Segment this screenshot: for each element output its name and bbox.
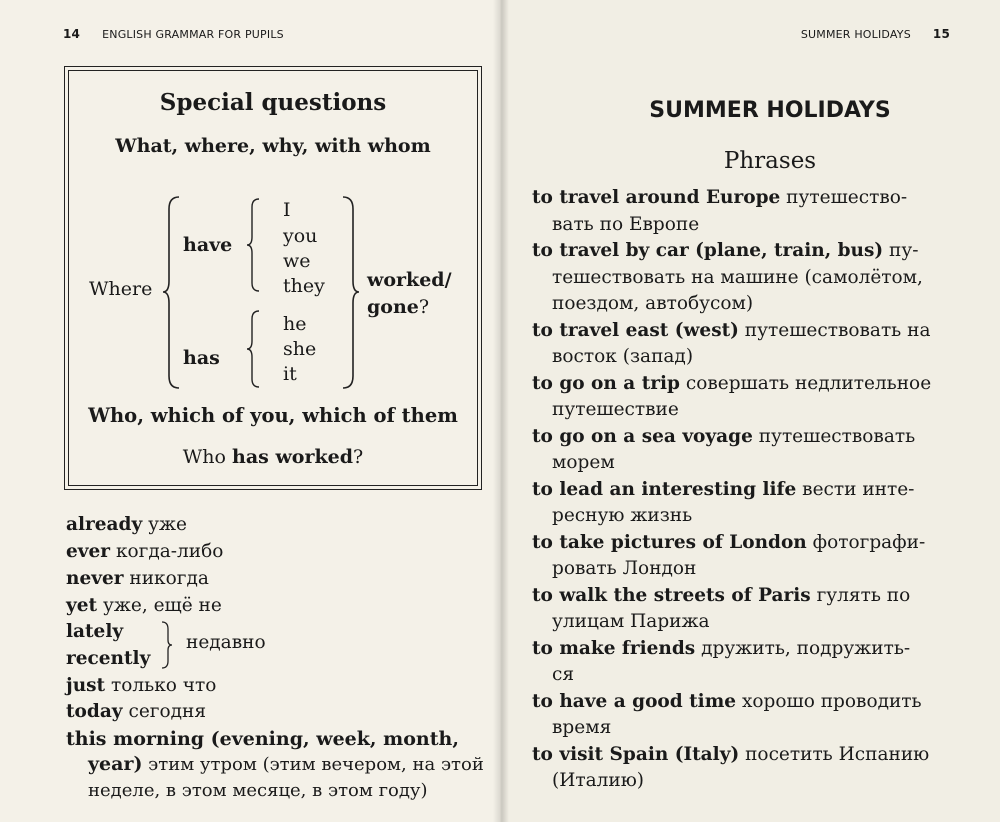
word-this-morning-cont: year) этим утром (этим вечером, на этой (88, 753, 484, 775)
pronoun-i: I (283, 199, 291, 221)
phrase-russian: совершать недлительное (679, 372, 932, 394)
phrase-continuation: ресную жизнь (552, 505, 693, 526)
phrase-russian: гулять по (810, 584, 911, 606)
phrase-continuation: вать по Европе (552, 213, 700, 235)
phrase-item (532, 240, 919, 261)
phrase-russian: дружить, подружить- (695, 637, 911, 659)
pronoun-she: she (283, 338, 317, 360)
special-questions-box (64, 66, 482, 490)
left-page-number: 14 (63, 27, 81, 41)
phrase-continuation: восток (запад) (552, 346, 694, 367)
section-subtitle: Phrases (723, 148, 817, 174)
example-bold: has worked (232, 446, 354, 468)
example-post: ? (353, 446, 364, 468)
phrase-item (532, 744, 929, 765)
phrase-item (532, 532, 925, 553)
phrase-item (532, 691, 922, 712)
has-brace (245, 309, 261, 389)
phrase-russian: фотографи- (806, 531, 926, 553)
left-running-title: ENGLISH GRAMMAR FOR PUPILS (102, 28, 284, 41)
pronoun-they: they (283, 275, 325, 297)
phrase-english: to take pictures of London (532, 531, 807, 553)
phrase-continuation: тешествовать на машине (самолётом, (552, 266, 923, 288)
phrase-item (532, 479, 914, 500)
phrase-continuation: ровать Лондон (552, 558, 697, 579)
phrase-continuation: поездом, автобусом) (552, 293, 754, 314)
where-brace (161, 195, 181, 390)
phrase-continuation: (Италию) (552, 770, 645, 791)
chapter-title: SUMMER HOLIDAYS (649, 98, 891, 123)
example-pre: Who (182, 446, 233, 468)
right-running-head (801, 27, 950, 41)
pronoun-it: it (283, 363, 297, 385)
pronoun-we: we (283, 250, 311, 272)
have-brace (245, 197, 261, 293)
phrase-russian: путешествовать (752, 425, 916, 447)
phrase-english: to lead an interesting life (532, 478, 797, 500)
phrase-item (532, 373, 931, 394)
phrase-continuation: ся (552, 664, 575, 685)
example-line (69, 446, 477, 468)
word-this-morning-cont2: неделе, в этом месяце, в этом году) (88, 780, 428, 801)
pronoun-he: he (283, 313, 307, 335)
phrase-english: to go on a sea voyage (532, 425, 753, 447)
word-lately: lately (66, 621, 124, 642)
pronoun-you: you (283, 225, 318, 247)
who-line: Who, which of you, which of them (88, 404, 458, 427)
phrase-russian: хорошо проводить (736, 690, 922, 712)
phrase-item (532, 187, 907, 208)
phrase-english: to travel around Europe (532, 187, 781, 208)
phrase-english: to visit Spain (Italy) (532, 743, 740, 765)
word-ever: ever когда-либо (66, 541, 224, 562)
box-subtitle: What, where, why, with whom (115, 135, 431, 157)
phrase-russian: путешество- (780, 187, 908, 208)
word-just: just только что (66, 675, 217, 696)
have-word: have (183, 234, 233, 256)
special-questions-box-inner (68, 70, 478, 486)
phrase-russian: путешествовать на (738, 319, 931, 341)
verb-gone: gone (367, 296, 419, 318)
word-recently: recently (66, 648, 151, 669)
word-nedavno: недавно (186, 632, 266, 653)
word-already: already уже (66, 514, 187, 535)
phrase-item (532, 638, 910, 659)
phrase-english: to travel east (west) (532, 319, 739, 341)
word-never: never никогда (66, 568, 209, 589)
right-running-title: SUMMER HOLIDAYS (800, 28, 911, 41)
phrase-continuation: улицам Парижа (552, 611, 710, 632)
phrase-english: to make friends (532, 637, 696, 659)
left-running-head (63, 27, 284, 41)
phrase-item (532, 320, 931, 341)
has-word: has (183, 347, 220, 369)
phrase-english: to have a good time (532, 690, 737, 712)
word-this-morning: this morning (evening, week, month, (66, 728, 459, 750)
verb-question-mark: ? (418, 296, 430, 318)
phrase-english: to go on a trip (532, 372, 680, 394)
box-title: Special questions (159, 89, 387, 116)
phrase-russian: вести инте- (796, 478, 915, 500)
right-page-number: 15 (932, 27, 950, 41)
phrase-russian: посетить Испанию (739, 743, 930, 765)
phrase-item (532, 426, 915, 447)
word-yet: yet уже, ещё не (66, 595, 222, 616)
phrase-english: to travel by car (plane, train, bus) (532, 240, 884, 261)
verb-worked: worked/ (367, 269, 452, 291)
phrase-russian: пу- (883, 240, 919, 261)
phrase-english: to walk the streets of Paris (532, 584, 811, 606)
word-today: today сегодня (66, 701, 206, 722)
verb-brace (341, 195, 361, 390)
where-word: Where (89, 278, 153, 300)
lately-recently-brace (160, 620, 174, 670)
phrase-continuation: морем (552, 452, 615, 473)
phrase-continuation: путешествие (552, 399, 679, 420)
phrase-continuation: время (552, 717, 612, 738)
phrase-item (532, 585, 910, 606)
